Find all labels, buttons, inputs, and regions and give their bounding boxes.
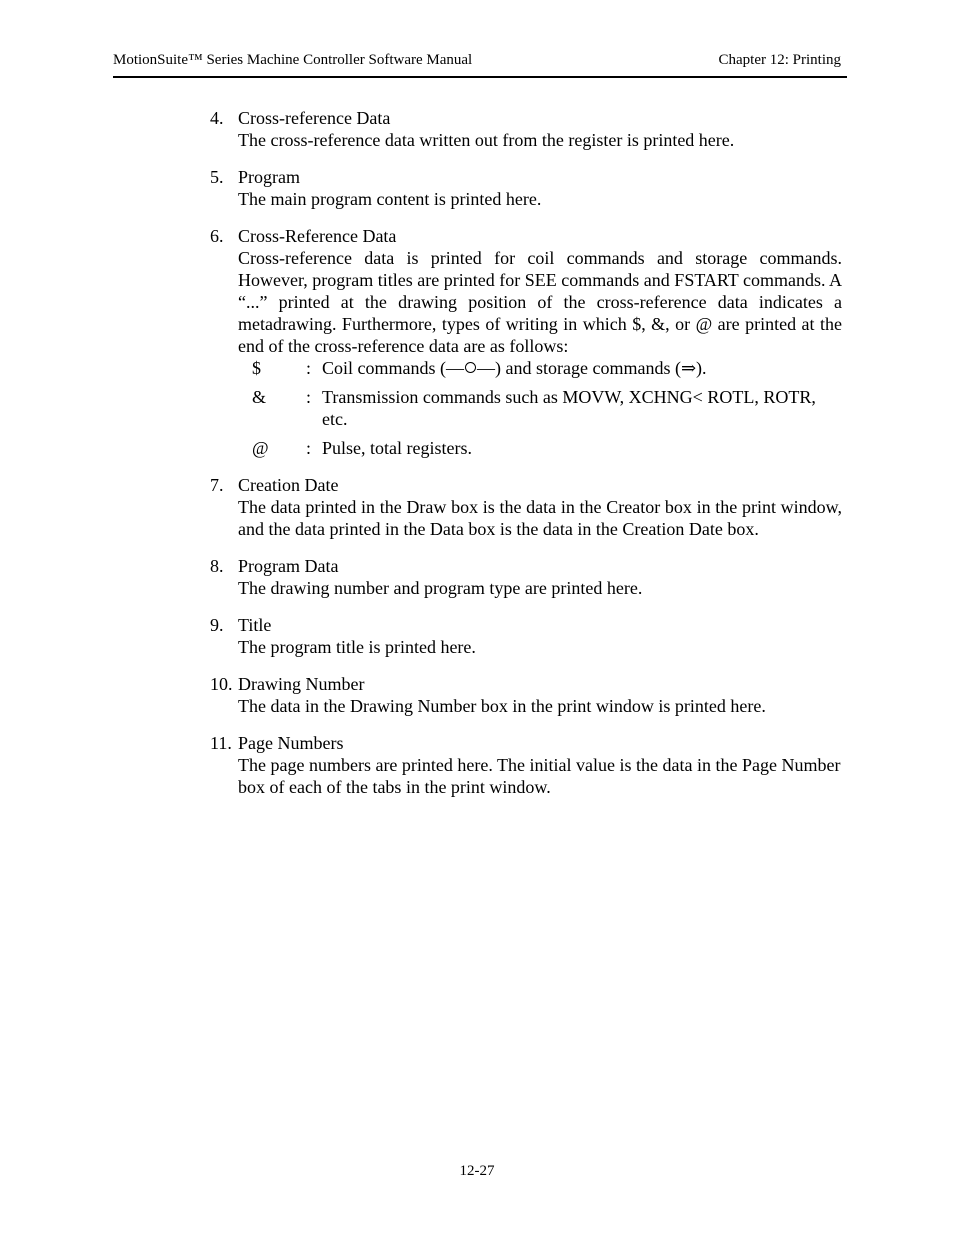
symbol-definitions: [252, 357, 842, 459]
item-title: Cross-reference Data: [238, 108, 391, 128]
item-number: 9.: [210, 615, 224, 635]
item-body-text: The drawing number and program type are printed here.: [238, 578, 643, 598]
item-body-text: Cross-reference data is printed for coil commands and storage commands. However, program titles are printed for SEE commands and FSTART commands. A “...” printed at the drawing position of the cross-reference data indicates a metadrawing. Furthermore, types of writing in which $, &, or @ are printed at the end of the cross-reference data are as follows:: [238, 248, 842, 356]
description-text-end: —) and storage commands (⇒).: [477, 358, 707, 378]
separator: :: [306, 387, 312, 407]
item-title: Program: [238, 167, 300, 187]
description-text-start: Coil commands (—: [322, 358, 464, 378]
item-title: Creation Date: [238, 475, 339, 495]
item-body-text: The data in the Drawing Number box in the print window is printed here.: [238, 696, 766, 716]
coil-circle-icon: [465, 362, 476, 373]
item-number: 11.: [210, 733, 232, 753]
item-number: 5.: [210, 167, 224, 187]
numbered-list: [210, 107, 842, 813]
list-item-5: [210, 166, 842, 210]
item-body-text: The cross-reference data written out from the register is printed here.: [238, 130, 735, 150]
separator: :: [306, 358, 312, 378]
symbol: $: [252, 358, 261, 378]
item-number: 6.: [210, 226, 224, 246]
symbol-row-ampersand: [252, 386, 842, 430]
item-number: 10.: [210, 674, 233, 694]
symbol-description: [322, 357, 842, 379]
page-header: [113, 52, 847, 78]
item-body: [238, 636, 842, 658]
item-number: 7.: [210, 475, 224, 495]
item-title: Cross-Reference Data: [238, 226, 397, 246]
item-body-text: The data printed in the Draw box is the data in the Creator box in the print window, and the data printed in the Data box is the data in the Creation Date box.: [238, 497, 842, 539]
list-item-8: [210, 555, 842, 599]
separator: :: [306, 438, 312, 458]
list-item-4: [210, 107, 842, 151]
item-body: [238, 577, 842, 599]
item-body: [238, 188, 842, 210]
list-item-9: [210, 614, 842, 658]
symbol-row-dollar: [252, 357, 842, 379]
symbol-description: Pulse, total registers.: [322, 438, 472, 458]
item-body-text: The main program content is printed here.: [238, 189, 542, 209]
list-item-7: [210, 474, 842, 540]
symbol: &: [252, 387, 267, 407]
item-body: [238, 695, 842, 717]
item-body-text: The program title is printed here.: [238, 637, 476, 657]
item-body: [238, 247, 842, 357]
item-body: [238, 496, 842, 540]
item-number: 4.: [210, 108, 224, 128]
item-title: Title: [238, 615, 272, 635]
item-title: Drawing Number: [238, 674, 365, 694]
symbol-row-at: [252, 437, 842, 459]
list-item-6: [210, 225, 842, 459]
list-item-10: [210, 673, 842, 717]
item-body: [238, 754, 842, 798]
symbol: @: [252, 438, 269, 458]
list-item-11: [210, 732, 842, 798]
item-title: Page Numbers: [238, 733, 344, 753]
item-title: Program Data: [238, 556, 339, 576]
page-number: 12-27: [459, 1163, 495, 1179]
item-body: [238, 129, 842, 151]
manual-title: MotionSuite™ Series Machine Controller Software Manual: [113, 52, 473, 68]
chapter-title: Chapter 12: Printing: [718, 52, 841, 68]
item-body-text: The page numbers are printed here. The initial value is the data in the Page Number box of each of the tabs in the print window.: [238, 755, 841, 797]
item-number: 8.: [210, 556, 224, 576]
symbol-description: Transmission commands such as MOVW, XCHNG< ROTL, ROTR, etc.: [322, 387, 816, 429]
